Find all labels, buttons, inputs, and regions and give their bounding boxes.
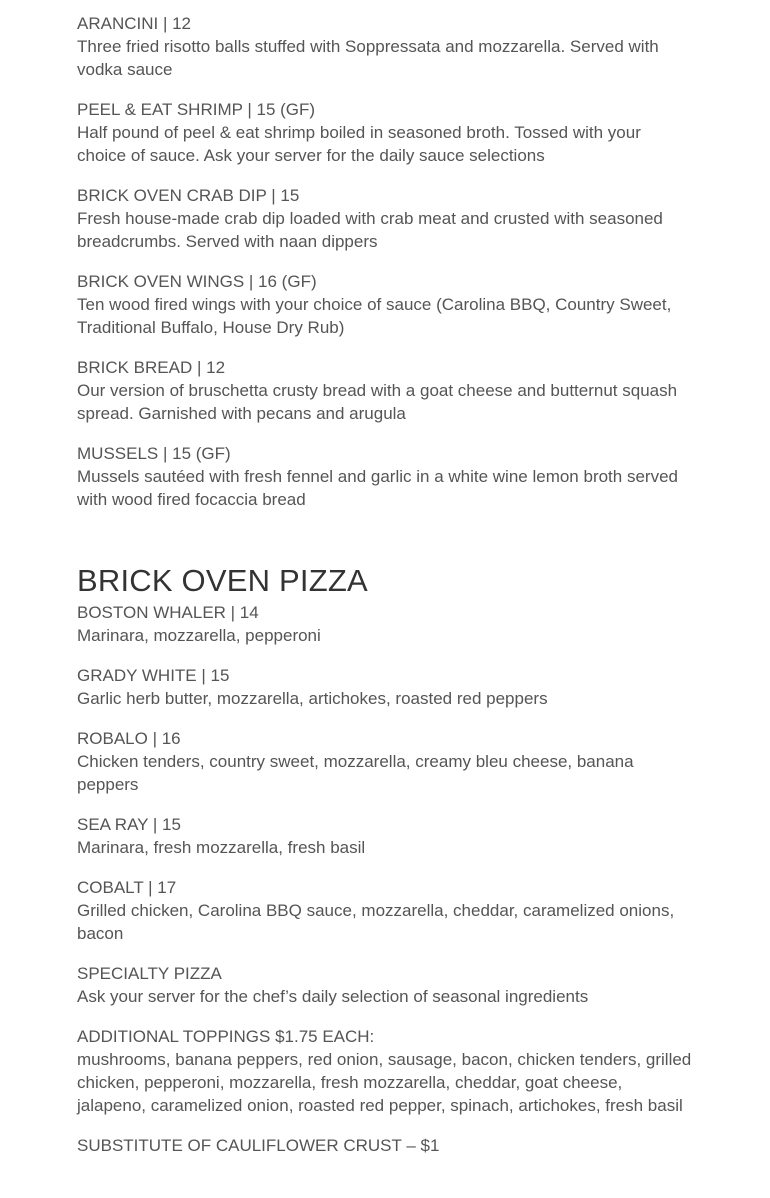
menu-item-wings bbox=[77, 270, 692, 339]
menu-item-title: PEEL & EAT SHRIMP | 15 (GF) bbox=[77, 100, 316, 119]
menu-item-description: mushrooms, banana peppers, red onion, sausage, bacon, chicken tenders, grilled chicken, pepperoni, mozzarella, fresh mozzarella, cheddar, goat cheese, jalapeno, caramelized onion, roasted red pepper, spinach, artichokes, fresh basil bbox=[77, 1050, 692, 1115]
menu-item-description: Garlic herb butter, mozzarella, artichokes, roasted red peppers bbox=[77, 689, 548, 708]
menu-item-description: Ask your server for the chef’s daily selection of seasonal ingredients bbox=[77, 987, 589, 1006]
menu-item-crab-dip bbox=[77, 184, 692, 253]
menu-item-robalo bbox=[77, 727, 692, 796]
menu-item-title: BRICK BREAD | 12 bbox=[77, 358, 226, 377]
menu-item-grady-white bbox=[77, 664, 692, 710]
menu-item-mussels bbox=[77, 442, 692, 511]
menu-item-title: GRADY WHITE | 15 bbox=[77, 666, 230, 685]
menu-item-boston-whaler bbox=[77, 601, 692, 647]
menu-item-description: Our version of bruschetta crusty bread with a goat cheese and butternut squash spread. Garnished with pecans and arugula bbox=[77, 381, 678, 423]
menu-item-peel-eat-shrimp bbox=[77, 98, 692, 167]
menu-item-title: BRICK OVEN WINGS | 16 (GF) bbox=[77, 272, 317, 291]
menu-item-specialty-pizza bbox=[77, 962, 692, 1008]
menu-item-cobalt bbox=[77, 876, 692, 945]
appetizers-list bbox=[77, 12, 692, 511]
menu-item-additional-toppings bbox=[77, 1025, 692, 1117]
menu-item-brick-bread bbox=[77, 356, 692, 425]
section-heading-pizza: BRICK OVEN PIZZA bbox=[77, 563, 368, 598]
menu-item-description: Mussels sautéed with fresh fennel and garlic in a white wine lemon broth served with wood fired focaccia bread bbox=[77, 467, 678, 509]
menu-item-title: SUBSTITUTE OF CAULIFLOWER CRUST – $1 bbox=[77, 1136, 440, 1155]
menu-item-description: Ten wood fired wings with your choice of sauce (Carolina BBQ, Country Sweet, Traditional Buffalo, House Dry Rub) bbox=[77, 295, 672, 337]
menu-item-arancini bbox=[77, 12, 692, 81]
menu-item-title: ADDITIONAL TOPPINGS $1.75 EACH: bbox=[77, 1027, 375, 1046]
menu-item-description: Chicken tenders, country sweet, mozzarella, creamy bleu cheese, banana peppers bbox=[77, 752, 634, 794]
menu-item-title: SPECIALTY PIZZA bbox=[77, 964, 222, 983]
menu-item-description: Fresh house-made crab dip loaded with crab meat and crusted with seasoned breadcrumbs. Served with naan dippers bbox=[77, 209, 663, 251]
menu-item-title: SEA RAY | 15 bbox=[77, 815, 181, 834]
menu-item-title: BOSTON WHALER | 14 bbox=[77, 603, 259, 622]
menu-item-description: Marinara, fresh mozzarella, fresh basil bbox=[77, 838, 366, 857]
menu-item-description: Half pound of peel & eat shrimp boiled in seasoned broth. Tossed with your choice of sauce. Ask your server for the daily sauce selections bbox=[77, 123, 641, 165]
menu-content bbox=[77, 12, 692, 1174]
menu-item-title: BRICK OVEN CRAB DIP | 15 bbox=[77, 186, 300, 205]
menu-item-description: Grilled chicken, Carolina BBQ sauce, mozzarella, cheddar, caramelized onions, bacon bbox=[77, 901, 675, 943]
menu-item-description: Marinara, mozzarella, pepperoni bbox=[77, 626, 321, 645]
menu-item-title: ROBALO | 16 bbox=[77, 729, 181, 748]
menu-item-cauliflower-crust bbox=[77, 1134, 692, 1157]
menu-item-description: Three fried risotto balls stuffed with Soppressata and mozzarella. Served with vodka sauce bbox=[77, 37, 659, 79]
menu-item-title: ARANCINI | 12 bbox=[77, 14, 192, 33]
menu-item-sea-ray bbox=[77, 813, 692, 859]
menu-item-title: MUSSELS | 15 (GF) bbox=[77, 444, 231, 463]
pizza-list bbox=[77, 601, 692, 1157]
menu-item-title: COBALT | 17 bbox=[77, 878, 177, 897]
